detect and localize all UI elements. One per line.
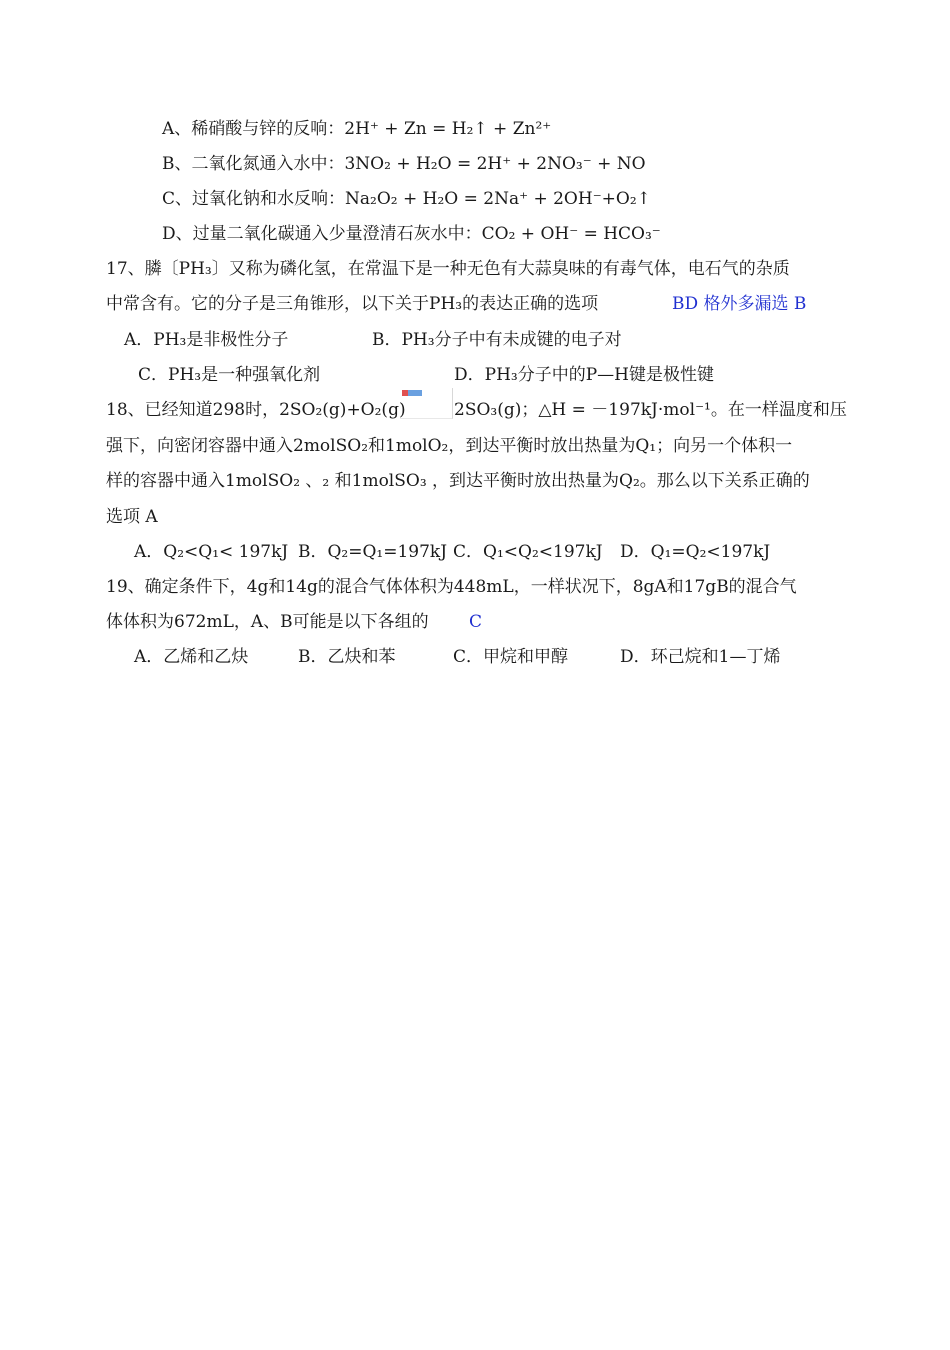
option-b: B．Q₂=Q₁=197kJ [298, 542, 448, 562]
text: 选项 A [106, 507, 158, 527]
question-17-line-2 [106, 292, 807, 316]
option-b: B．PH₃分子中有未成键的电子对 [372, 330, 622, 350]
answer-19: C [469, 612, 483, 632]
question-18-line-3 [106, 469, 810, 493]
option-c: C．Q₁<Q₂<197kJ [453, 542, 603, 562]
option-d-line [162, 222, 661, 246]
question-19-line-2 [106, 610, 606, 634]
equilibrium-arrow-icon [402, 390, 422, 396]
text: 18、已经知道298时，2SO₂(g)+O₂(g) [106, 400, 406, 420]
option-c: C．甲烷和甲醇 [453, 647, 569, 667]
option-b: B．乙炔和苯 [298, 647, 396, 667]
text: 体体积为672mL，A、B可能是以下各组的 [106, 612, 429, 632]
question-19-options [134, 645, 834, 669]
text: 样的容器中通入1molSO₂ 、₂ 和1molSO₃ ，到达平衡时放出热量为Q₂。那么以下关系正确的 [106, 471, 810, 491]
text: B、二氧化氮通入水中：3NO₂ + H₂O = 2H⁺ + 2NO₃⁻ + NO [162, 154, 646, 174]
question-19-line-1 [106, 575, 797, 599]
option-d: D．PH₃分子中的P—H键是极性键 [454, 365, 714, 385]
text: C、过氧化钠和水反响：Na₂O₂ + H₂O = 2Na⁺ + 2OH⁻+O₂↑ [162, 189, 651, 209]
text: 19、确定条件下，4g和14g的混合气体体积为448mL，一样状况下，8gA和17gB的混合气 [106, 577, 797, 597]
option-d: D．Q₁=Q₂<197kJ [620, 542, 771, 562]
option-a: A．Q₂<Q₁< 197kJ [134, 542, 289, 562]
question-18-line-1 [106, 398, 846, 422]
question-18-line-2 [106, 434, 792, 458]
question-18-options [134, 540, 834, 564]
question-17-line-1 [106, 257, 790, 281]
option-d: D．环己烷和1—丁烯 [620, 647, 781, 667]
answer-17: BD 格外多漏选 B [672, 294, 807, 314]
question-18-line-4 [106, 505, 158, 529]
equilibrium-arrow-image [400, 388, 453, 419]
text-continued: 2SO₃(g)；△H = －197kJ·mol⁻¹。在一样温度和压 [454, 400, 847, 420]
text: 17、膦〔PH₃〕又称为磷化氢，在常温下是一种无色有大蒜臭味的有毒气体，电石气的杂质 [106, 259, 790, 279]
option-c-line [162, 187, 651, 211]
option-c: C．PH₃是一种强氧化剂 [138, 365, 321, 385]
text: A、稀硝酸与锌的反响：2H⁺ + Zn = H₂↑ + Zn²⁺ [162, 119, 552, 139]
question-17-options-ab [124, 328, 824, 352]
option-b-line [162, 152, 646, 176]
text: 强下，向密闭容器中通入2molSO₂和1molO₂，到达平衡时放出热量为Q₁；向另一个体积一 [106, 436, 793, 456]
option-a-line [162, 117, 551, 141]
option-a: A．乙烯和乙炔 [134, 647, 249, 667]
text: 中常含有。它的分子是三角锥形，以下关于PH₃的表达正确的选项 [106, 294, 599, 314]
text: D、过量二氧化碳通入少量澄清石灰水中：CO₂ + OH⁻ = HCO₃⁻ [162, 224, 661, 244]
option-a: A．PH₃是非极性分子 [124, 330, 289, 350]
question-17-options-cd [138, 363, 838, 387]
